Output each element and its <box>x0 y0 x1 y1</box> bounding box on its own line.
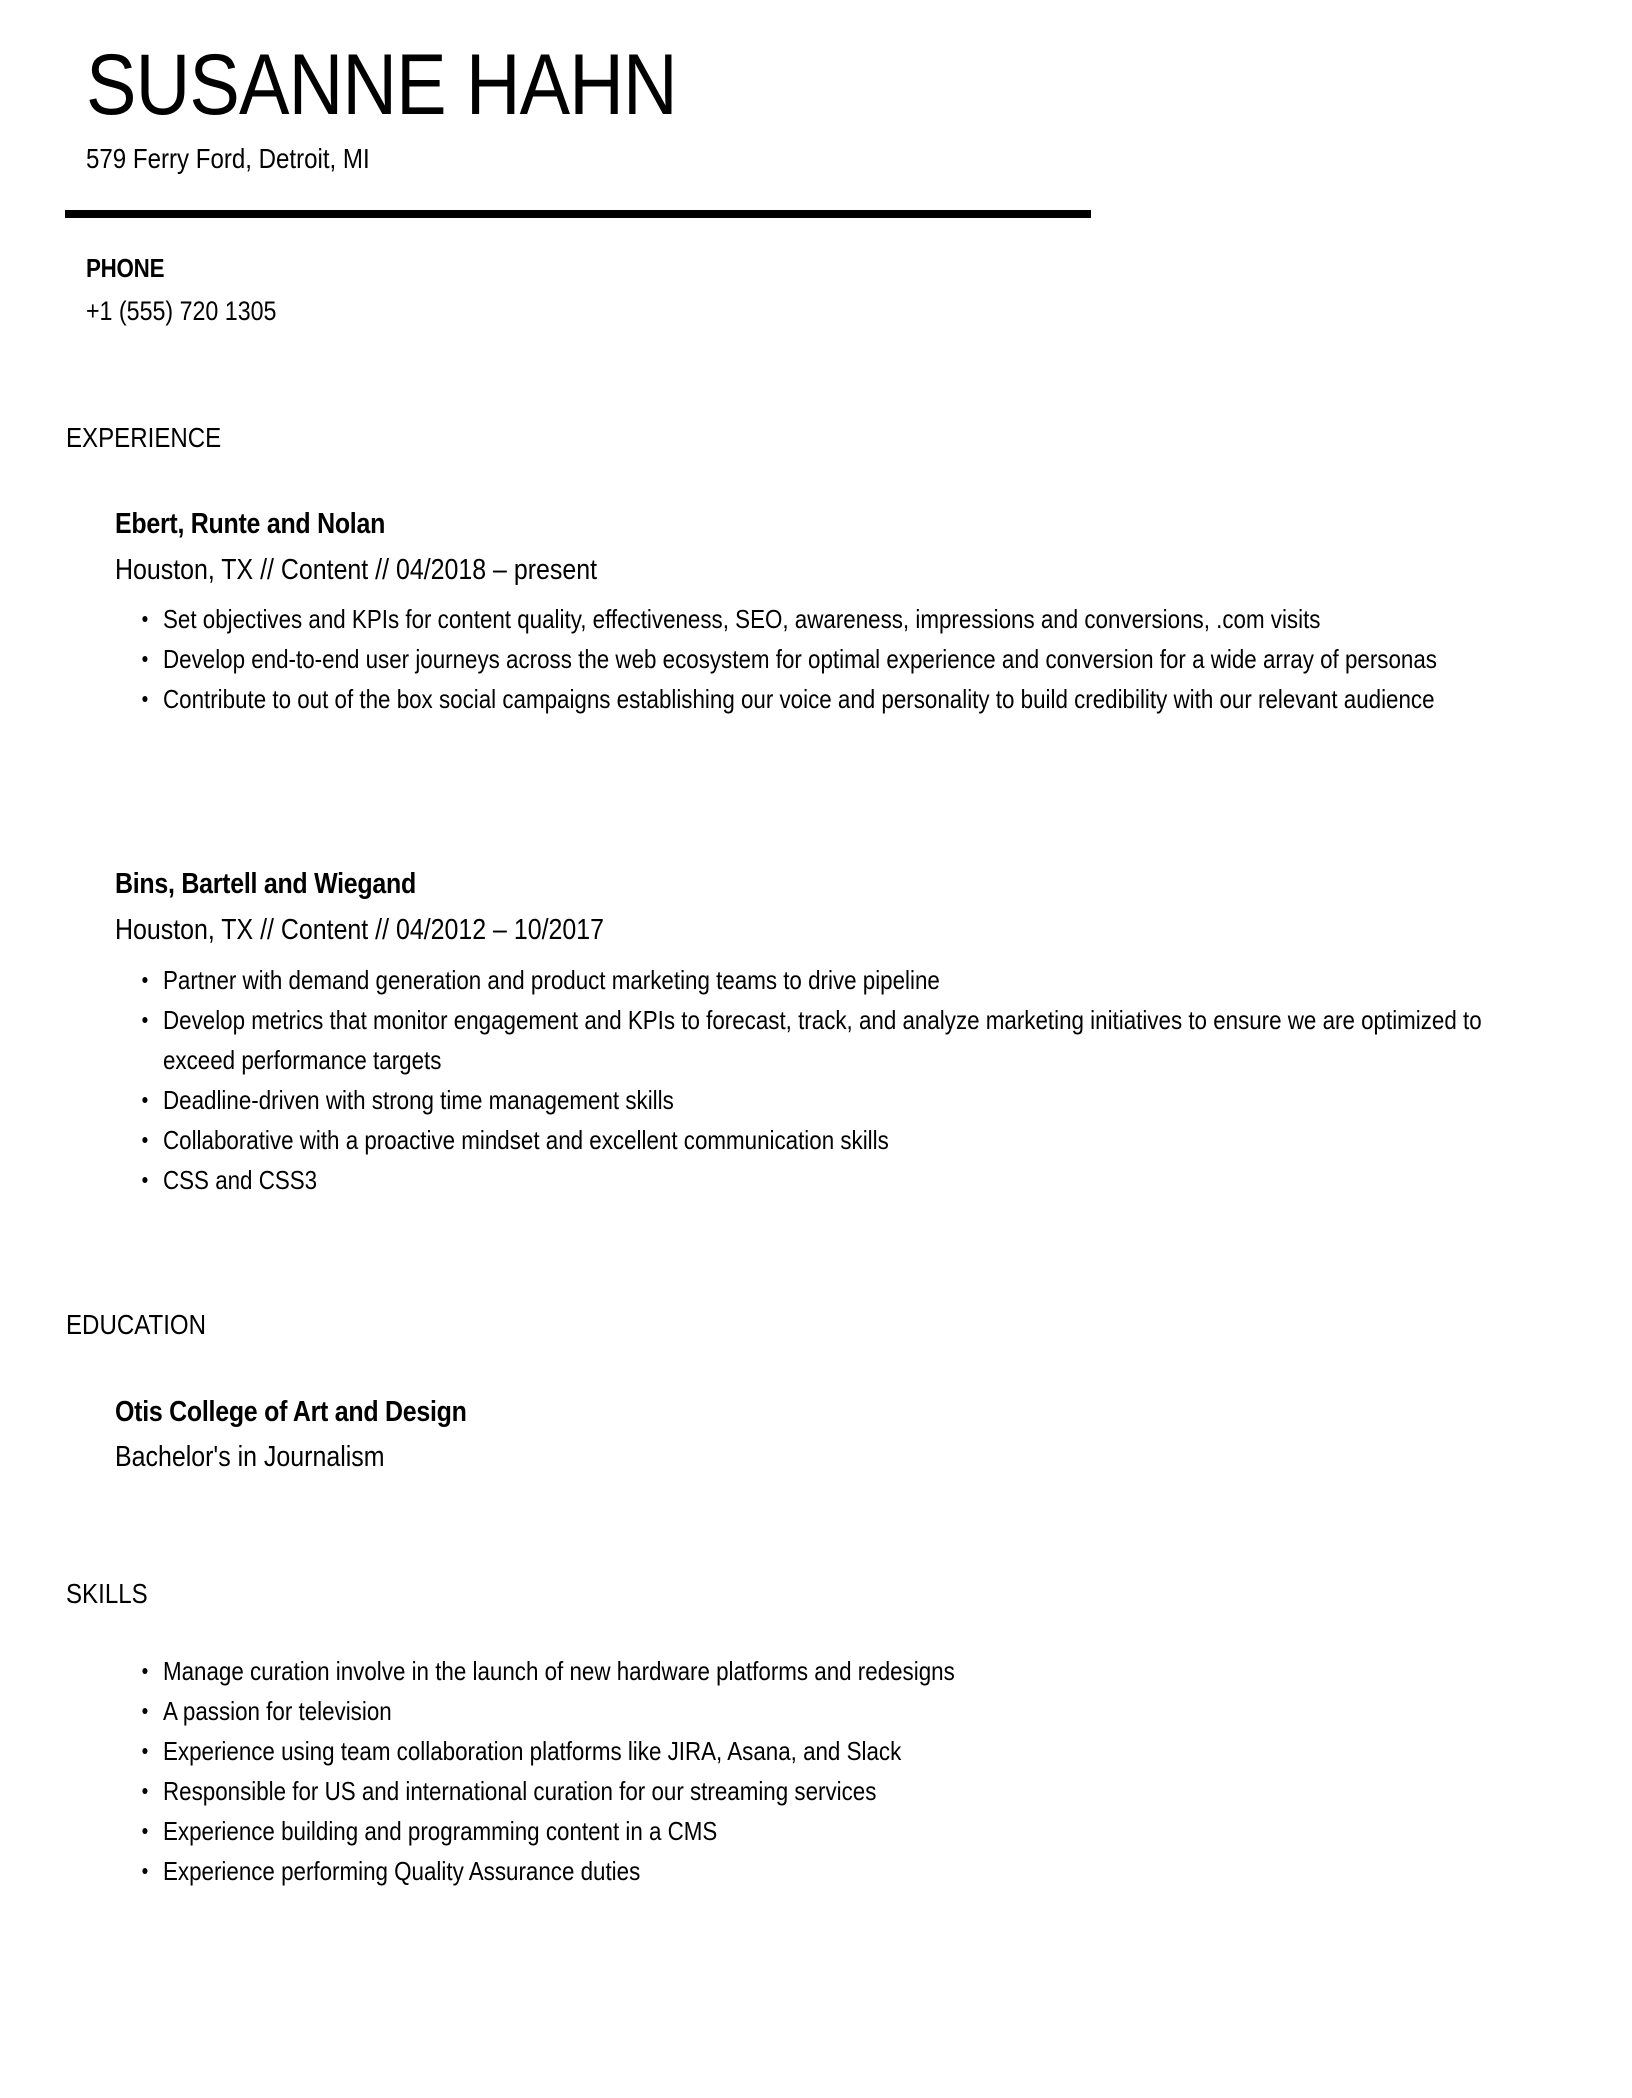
school-name: Otis College of Art and Design <box>115 1396 467 1428</box>
job-meta: Houston, TX // Content // 04/2012 – 10/2017 <box>115 914 604 946</box>
section-heading-experience: EXPERIENCE <box>66 422 222 453</box>
phone-label: PHONE <box>86 253 165 283</box>
list-item: A passion for television <box>163 1691 1522 1731</box>
header-divider <box>65 210 1091 218</box>
list-item: CSS and CSS3 <box>163 1160 1522 1200</box>
list-item: Manage curation involve in the launch of new hardware platforms and redesigns <box>163 1651 1522 1691</box>
degree: Bachelor's in Journalism <box>115 1441 385 1473</box>
list-item: Experience performing Quality Assurance duties <box>163 1851 1522 1891</box>
job-meta: Houston, TX // Content // 04/2018 – present <box>115 554 598 586</box>
list-item: Experience using team collaboration platforms like JIRA, Asana, and Slack <box>163 1731 1522 1771</box>
job-company: Bins, Bartell and Wiegand <box>115 868 416 900</box>
address: 579 Ferry Ford, Detroit, MI <box>86 143 370 174</box>
job-bullets <box>163 960 1522 1200</box>
job-bullets <box>163 599 1522 719</box>
list-item: Develop end-to-end user journeys across the web ecosystem for optimal experience and conversion for a wide array of personas <box>163 639 1522 679</box>
list-item: Responsible for US and international curation for our streaming services <box>163 1771 1522 1811</box>
job-company: Ebert, Runte and Nolan <box>115 508 386 540</box>
list-item: Collaborative with a proactive mindset and excellent communication skills <box>163 1120 1522 1160</box>
list-item: Develop metrics that monitor engagement and KPIs to forecast, track, and analyze marketing initiatives to ensure we are optimized to exceed performance targets <box>163 1000 1522 1080</box>
phone-number: +1 (555) 720 1305 <box>86 296 277 326</box>
section-heading-education: EDUCATION <box>66 1309 207 1340</box>
section-heading-skills: SKILLS <box>66 1578 148 1609</box>
list-item: Set objectives and KPIs for content quality, effectiveness, SEO, awareness, impressions and conversions, .com visits <box>163 599 1522 639</box>
list-item: Experience building and programming content in a CMS <box>163 1811 1522 1851</box>
candidate-name: SUSANNE HAHN <box>86 37 677 133</box>
skills-list <box>163 1651 1522 1891</box>
list-item: Contribute to out of the box social campaigns establishing our voice and personality to build credibility with our relevant audience <box>163 679 1522 719</box>
list-item: Partner with demand generation and product marketing teams to drive pipeline <box>163 960 1522 1000</box>
list-item: Deadline-driven with strong time management skills <box>163 1080 1522 1120</box>
